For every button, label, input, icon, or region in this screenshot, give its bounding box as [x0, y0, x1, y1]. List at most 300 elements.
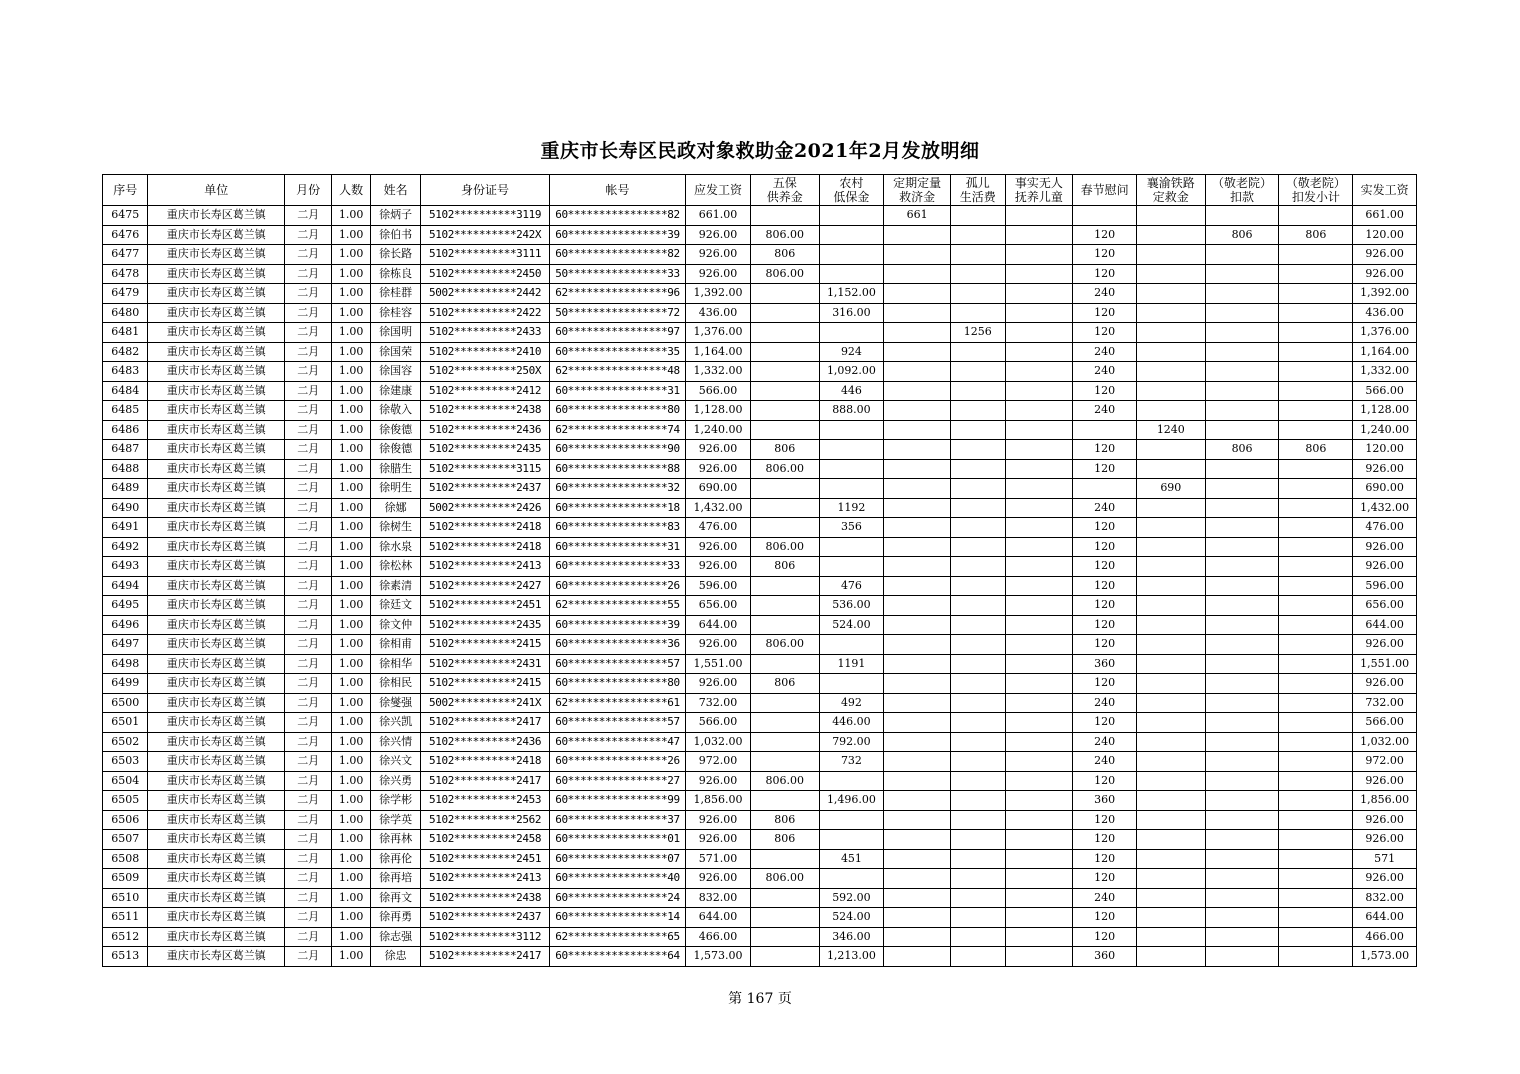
table-cell: 50****************33 [549, 264, 685, 284]
table-cell: 120 [1073, 830, 1137, 850]
table-cell: 732 [819, 752, 884, 772]
table-cell [1005, 342, 1073, 362]
table-cell: 1.00 [332, 303, 370, 323]
table-cell [1005, 888, 1073, 908]
table-row [103, 635, 1417, 655]
table-cell [884, 459, 951, 479]
table-cell: 806 [1205, 440, 1279, 460]
table-cell [1136, 284, 1205, 304]
table-cell: 5102**********2417 [421, 771, 549, 791]
table-cell: 5102**********2427 [421, 576, 549, 596]
table-cell [1279, 752, 1353, 772]
table-cell [1279, 927, 1353, 947]
table-cell [1136, 791, 1205, 811]
table-cell: 806 [750, 557, 819, 577]
table-cell: 二月 [284, 264, 332, 284]
table-cell [950, 732, 1005, 752]
table-cell: 5102**********2412 [421, 381, 549, 401]
table-cell: 重庆市长寿区葛兰镇 [148, 576, 284, 596]
table-cell [819, 264, 884, 284]
table-cell: 1.00 [332, 849, 370, 869]
table-cell: 926.00 [686, 771, 751, 791]
table-cell: 徐再林 [370, 830, 421, 850]
table-cell: 徐相甫 [370, 635, 421, 655]
table-cell: 1,392.00 [1353, 284, 1417, 304]
table-cell: 二月 [284, 245, 332, 265]
table-cell [819, 869, 884, 889]
table-cell: 重庆市长寿区葛兰镇 [148, 245, 284, 265]
table-cell [1005, 947, 1073, 967]
table-cell: 5102**********2436 [421, 732, 549, 752]
table-cell: 492 [819, 693, 884, 713]
table-cell [1279, 323, 1353, 343]
table-cell: 重庆市长寿区葛兰镇 [148, 479, 284, 499]
table-cell [1073, 479, 1137, 499]
table-cell [1205, 693, 1279, 713]
table-cell: 1192 [819, 498, 884, 518]
table-cell [1136, 245, 1205, 265]
table-cell [1005, 498, 1073, 518]
table-cell [1205, 401, 1279, 421]
table-cell: 5102**********2436 [421, 420, 549, 440]
table-cell: 重庆市长寿区葛兰镇 [148, 284, 284, 304]
table-cell: 二月 [284, 674, 332, 694]
table-cell [1005, 615, 1073, 635]
table-cell: 120 [1073, 264, 1137, 284]
table-cell: 重庆市长寿区葛兰镇 [148, 440, 284, 460]
table-cell [1005, 225, 1073, 245]
table-cell [1136, 401, 1205, 421]
table-cell [950, 264, 1005, 284]
table-cell: 6505 [103, 791, 148, 811]
table-cell: 6496 [103, 615, 148, 635]
table-cell [1279, 888, 1353, 908]
table-cell [819, 206, 884, 226]
table-cell: 5102**********2418 [421, 518, 549, 538]
table-cell: 徐素清 [370, 576, 421, 596]
table-cell [884, 420, 951, 440]
table-cell: 446 [819, 381, 884, 401]
table-cell [750, 323, 819, 343]
column-header: 身份证号 [421, 175, 549, 206]
table-cell: 二月 [284, 615, 332, 635]
table-cell: 6494 [103, 576, 148, 596]
table-cell [1005, 810, 1073, 830]
table-cell [1279, 459, 1353, 479]
table-cell [1205, 381, 1279, 401]
table-cell [1136, 264, 1205, 284]
table-cell: 62****************74 [549, 420, 685, 440]
table-cell: 566.00 [1353, 713, 1417, 733]
table-cell [1136, 732, 1205, 752]
table-cell: 1,332.00 [686, 362, 751, 382]
table-cell: 徐俊德 [370, 440, 421, 460]
table-cell: 5102**********3115 [421, 459, 549, 479]
column-header: 序号 [103, 175, 148, 206]
table-cell [950, 674, 1005, 694]
table-cell: 926.00 [1353, 264, 1417, 284]
table-cell: 5102**********2562 [421, 810, 549, 830]
table-cell [1279, 206, 1353, 226]
table-cell: 356 [819, 518, 884, 538]
table-cell [950, 927, 1005, 947]
table-cell: 571.00 [686, 849, 751, 869]
table-cell: 536.00 [819, 596, 884, 616]
table-cell [819, 674, 884, 694]
table-cell: 重庆市长寿区葛兰镇 [148, 654, 284, 674]
table-cell [950, 362, 1005, 382]
table-cell: 5102**********2437 [421, 479, 549, 499]
table-cell: 6513 [103, 947, 148, 967]
table-cell: 6491 [103, 518, 148, 538]
table-cell: 806.00 [750, 459, 819, 479]
table-cell: 732.00 [686, 693, 751, 713]
column-header: 人数 [332, 175, 370, 206]
table-cell: 566.00 [1353, 381, 1417, 401]
table-cell: 重庆市长寿区葛兰镇 [148, 537, 284, 557]
table-cell: 重庆市长寿区葛兰镇 [148, 401, 284, 421]
table-row [103, 615, 1417, 635]
table-cell: 1.00 [332, 615, 370, 635]
table-cell [1279, 693, 1353, 713]
table-cell: 806 [750, 810, 819, 830]
table-cell [1136, 518, 1205, 538]
table-cell [1279, 264, 1353, 284]
table-cell: 1,128.00 [1353, 401, 1417, 421]
table-cell [950, 693, 1005, 713]
table-cell: 120 [1073, 303, 1137, 323]
table-cell: 1.00 [332, 420, 370, 440]
table-cell: 重庆市长寿区葛兰镇 [148, 810, 284, 830]
column-header: （敬老院） 扣发小计 [1279, 175, 1353, 206]
table-cell: 451 [819, 849, 884, 869]
table-cell: 1.00 [332, 440, 370, 460]
table-cell [950, 947, 1005, 967]
table-cell: 二月 [284, 557, 332, 577]
table-cell: 徐忠 [370, 947, 421, 967]
table-cell [819, 420, 884, 440]
table-cell [819, 771, 884, 791]
footer-prefix: 第 [728, 991, 743, 1007]
table-row [103, 323, 1417, 343]
table-cell [950, 810, 1005, 830]
table-cell [950, 888, 1005, 908]
table-cell: 120 [1073, 459, 1137, 479]
table-cell [1279, 596, 1353, 616]
column-header: 农村 低保金 [819, 175, 884, 206]
table-cell: 436.00 [686, 303, 751, 323]
table-cell: 1.00 [332, 459, 370, 479]
table-cell: 徐兴情 [370, 732, 421, 752]
table-cell: 6490 [103, 498, 148, 518]
table-cell [1205, 537, 1279, 557]
table-cell: 972.00 [1353, 752, 1417, 772]
table-cell: 重庆市长寿区葛兰镇 [148, 206, 284, 226]
table-cell [1136, 615, 1205, 635]
table-cell: 806.00 [750, 225, 819, 245]
table-cell: 60****************27 [549, 771, 685, 791]
table-cell: 1.00 [332, 342, 370, 362]
table-cell [750, 752, 819, 772]
table-cell [1136, 440, 1205, 460]
table-cell [1136, 459, 1205, 479]
table-cell: 656.00 [686, 596, 751, 616]
table-cell: 6488 [103, 459, 148, 479]
table-cell [750, 615, 819, 635]
table-cell [1279, 849, 1353, 869]
table-cell [1005, 245, 1073, 265]
table-cell [1279, 518, 1353, 538]
table-cell: 二月 [284, 323, 332, 343]
table-cell [950, 342, 1005, 362]
table-cell: 5102**********2438 [421, 888, 549, 908]
table-cell [884, 654, 951, 674]
table-cell: 120 [1073, 674, 1137, 694]
table-cell [884, 323, 951, 343]
table-cell: 690.00 [1353, 479, 1417, 499]
table-cell: 120.00 [1353, 225, 1417, 245]
table-cell: 重庆市长寿区葛兰镇 [148, 518, 284, 538]
table-cell: 120 [1073, 869, 1137, 889]
table-cell: 徐再伦 [370, 849, 421, 869]
table-cell [1005, 596, 1073, 616]
table-cell [884, 596, 951, 616]
table-cell: 466.00 [1353, 927, 1417, 947]
table-cell: 120 [1073, 518, 1137, 538]
table-row [103, 888, 1417, 908]
document-title: 重庆市长寿区民政对象救助金2021年2月发放明细 [540, 140, 980, 162]
table-cell: 6506 [103, 810, 148, 830]
table-cell [1205, 752, 1279, 772]
table-cell: 120 [1073, 557, 1137, 577]
table-cell: 5102**********3119 [421, 206, 549, 226]
table-cell [884, 284, 951, 304]
table-cell [1205, 732, 1279, 752]
table-cell: 120 [1073, 440, 1137, 460]
table-cell: 徐学英 [370, 810, 421, 830]
table-row [103, 732, 1417, 752]
table-row [103, 459, 1417, 479]
table-cell: 360 [1073, 654, 1137, 674]
table-cell: 1.00 [332, 537, 370, 557]
table-row [103, 303, 1417, 323]
table-cell [950, 849, 1005, 869]
table-cell: 120 [1073, 615, 1137, 635]
table-cell [950, 518, 1005, 538]
table-cell: 重庆市长寿区葛兰镇 [148, 732, 284, 752]
table-cell [1005, 869, 1073, 889]
table-cell: 1.00 [332, 635, 370, 655]
table-cell [1136, 830, 1205, 850]
column-header: 事实无人 抚养儿童 [1005, 175, 1073, 206]
table-cell: 6478 [103, 264, 148, 284]
table-cell: 60****************18 [549, 498, 685, 518]
table-cell [884, 693, 951, 713]
table-cell: 806.00 [750, 635, 819, 655]
table-cell: 5002**********241X [421, 693, 549, 713]
table-cell [1005, 849, 1073, 869]
table-cell: 二月 [284, 596, 332, 616]
table-cell [1205, 888, 1279, 908]
table-cell: 524.00 [819, 615, 884, 635]
table-cell [1279, 303, 1353, 323]
table-cell: 二月 [284, 693, 332, 713]
table-cell [819, 635, 884, 655]
column-header: 定期定量 救济金 [884, 175, 951, 206]
table-cell: 二月 [284, 459, 332, 479]
table-cell: 60****************01 [549, 830, 685, 850]
column-header: 月份 [284, 175, 332, 206]
table-cell: 120 [1073, 635, 1137, 655]
table-cell: 6503 [103, 752, 148, 772]
table-cell [884, 342, 951, 362]
table-cell [884, 557, 951, 577]
table-cell [884, 771, 951, 791]
table-cell [750, 518, 819, 538]
table-cell [1005, 576, 1073, 596]
table-cell [1205, 908, 1279, 928]
table-row [103, 771, 1417, 791]
table-cell [950, 752, 1005, 772]
table-cell [1136, 206, 1205, 226]
table-cell: 5102**********2451 [421, 849, 549, 869]
table-cell [750, 381, 819, 401]
table-cell [1136, 849, 1205, 869]
table-cell: 二月 [284, 537, 332, 557]
table-cell: 1.00 [332, 225, 370, 245]
table-row [103, 810, 1417, 830]
table-cell: 6493 [103, 557, 148, 577]
table-cell [1005, 752, 1073, 772]
table-cell [750, 401, 819, 421]
table-cell [1205, 206, 1279, 226]
table-cell [1279, 791, 1353, 811]
table-cell [1136, 869, 1205, 889]
table-cell [819, 459, 884, 479]
table-cell: 徐相民 [370, 674, 421, 694]
table-cell: 60****************33 [549, 557, 685, 577]
table-cell: 二月 [284, 381, 332, 401]
table-cell: 重庆市长寿区葛兰镇 [148, 752, 284, 772]
table-cell: 60****************82 [549, 245, 685, 265]
table-cell [950, 479, 1005, 499]
table-cell [1005, 908, 1073, 928]
table-cell: 926.00 [686, 810, 751, 830]
table-cell: 6483 [103, 362, 148, 382]
table-cell: 二月 [284, 284, 332, 304]
table-cell: 二月 [284, 440, 332, 460]
table-cell [1279, 908, 1353, 928]
table-cell: 1,573.00 [1353, 947, 1417, 967]
table-cell: 6495 [103, 596, 148, 616]
table-row [103, 927, 1417, 947]
table-row [103, 420, 1417, 440]
table-cell: 徐兴文 [370, 752, 421, 772]
table-cell: 1,032.00 [1353, 732, 1417, 752]
table-cell [884, 537, 951, 557]
table-cell [750, 420, 819, 440]
table-cell: 1,240.00 [1353, 420, 1417, 440]
table-cell [1205, 342, 1279, 362]
table-cell [1136, 557, 1205, 577]
table-cell: 972.00 [686, 752, 751, 772]
table-cell: 6485 [103, 401, 148, 421]
table-cell [884, 303, 951, 323]
table-cell [1005, 771, 1073, 791]
table-cell: 1,551.00 [1353, 654, 1417, 674]
table-cell [750, 596, 819, 616]
table-cell [884, 362, 951, 382]
table-cell: 60****************88 [549, 459, 685, 479]
table-cell: 60****************14 [549, 908, 685, 928]
table-cell [1136, 635, 1205, 655]
table-cell: 二月 [284, 206, 332, 226]
table-cell: 二月 [284, 654, 332, 674]
table-cell [1005, 362, 1073, 382]
table-cell: 732.00 [1353, 693, 1417, 713]
table-cell: 806.00 [750, 869, 819, 889]
table-cell: 436.00 [1353, 303, 1417, 323]
table-cell [884, 830, 951, 850]
table-cell: 792.00 [819, 732, 884, 752]
table-cell [950, 303, 1005, 323]
table-cell: 5102**********2418 [421, 752, 549, 772]
table-cell: 1,164.00 [686, 342, 751, 362]
table-cell: 重庆市长寿区葛兰镇 [148, 849, 284, 869]
table-cell: 重庆市长寿区葛兰镇 [148, 635, 284, 655]
table-cell: 6504 [103, 771, 148, 791]
table-cell [1136, 342, 1205, 362]
table-cell [1205, 713, 1279, 733]
table-row [103, 381, 1417, 401]
column-header: 五保 供养金 [750, 175, 819, 206]
table-cell: 571 [1353, 849, 1417, 869]
table-cell: 5102**********3111 [421, 245, 549, 265]
table-cell: 60****************31 [549, 537, 685, 557]
table-cell [1279, 420, 1353, 440]
table-cell: 二月 [284, 927, 332, 947]
table-cell: 6484 [103, 381, 148, 401]
table-cell: 1.00 [332, 830, 370, 850]
table-cell: 6492 [103, 537, 148, 557]
table-cell: 6479 [103, 284, 148, 304]
table-cell: 6499 [103, 674, 148, 694]
table-cell: 806 [750, 440, 819, 460]
table-cell: 重庆市长寿区葛兰镇 [148, 615, 284, 635]
table-cell [1205, 674, 1279, 694]
table-cell: 806 [750, 674, 819, 694]
table-cell [819, 537, 884, 557]
table-row [103, 869, 1417, 889]
table-cell: 二月 [284, 771, 332, 791]
table-cell: 6509 [103, 869, 148, 889]
table-cell: 徐树生 [370, 518, 421, 538]
table-cell [950, 576, 1005, 596]
table-cell [950, 206, 1005, 226]
table-cell: 1.00 [332, 362, 370, 382]
table-cell: 120 [1073, 596, 1137, 616]
table-cell [1205, 849, 1279, 869]
column-header: 姓名 [370, 175, 421, 206]
table-cell [1279, 557, 1353, 577]
table-cell: 926.00 [686, 557, 751, 577]
table-cell: 926.00 [686, 245, 751, 265]
table-cell [1279, 732, 1353, 752]
table-cell: 二月 [284, 498, 332, 518]
table-cell [884, 791, 951, 811]
table-cell [1136, 810, 1205, 830]
table-cell: 592.00 [819, 888, 884, 908]
